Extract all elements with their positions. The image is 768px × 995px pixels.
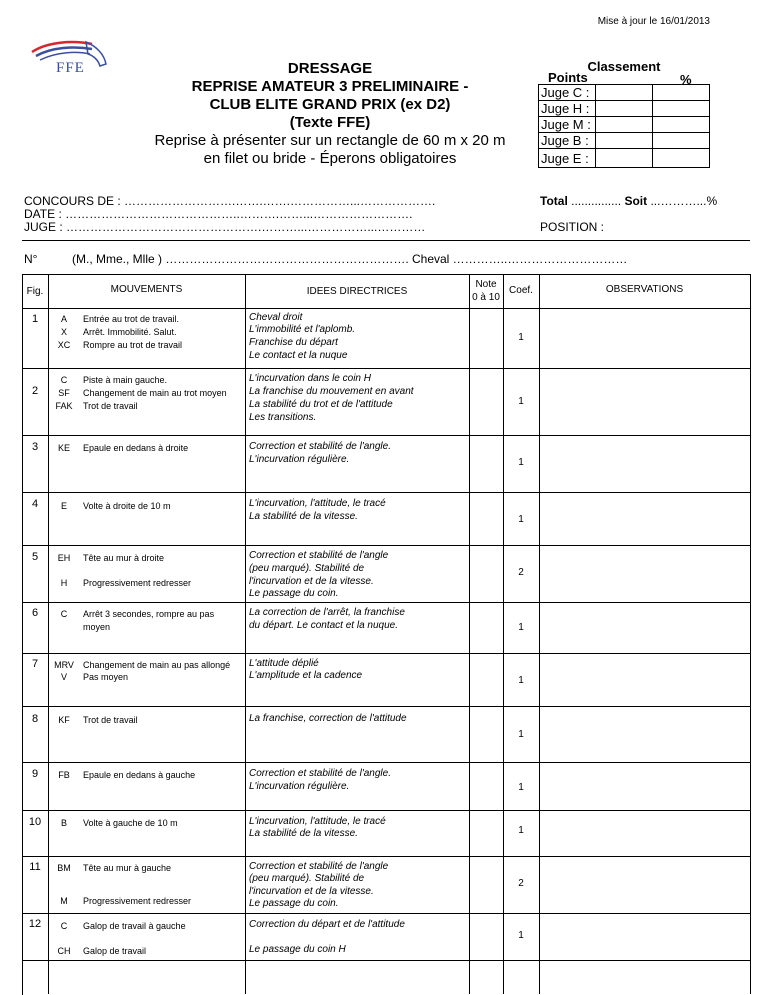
row-divider: [22, 706, 750, 707]
judge-label: Juge E :: [539, 149, 596, 168]
update-date: Mise à jour le 16/01/2013: [597, 16, 710, 27]
movement-text: Piste à main gauche.: [83, 375, 168, 385]
position-field[interactable]: POSITION :: [540, 220, 605, 234]
judge-points-cell[interactable]: [596, 133, 653, 149]
letter: CH: [57, 946, 71, 956]
idea-text: Les transitions.: [249, 412, 317, 423]
letter: XC: [57, 340, 71, 350]
coef-value: 1: [518, 930, 524, 941]
idea-text: Le contact et la nuque: [249, 350, 348, 361]
grid-col-line: [245, 274, 246, 994]
idea-text: La stabilité de la vitesse.: [249, 828, 358, 839]
idea-text: Correction et stabilité de l'angle.: [249, 768, 391, 779]
idea-text: l'incurvation et de la vitesse.: [249, 576, 374, 587]
grid-col-line: [539, 274, 540, 994]
idea-text: L'incurvation régulière.: [249, 454, 350, 465]
col-header-fig: Fig.: [26, 286, 44, 297]
figure-number: 8: [31, 713, 39, 725]
judge-points-cell[interactable]: [596, 117, 653, 133]
movement-text: Volte à gauche de 10 m: [83, 818, 178, 828]
judge-label: Juge M :: [539, 117, 596, 133]
title-line-4: (Texte FFE): [289, 114, 371, 131]
idea-text: Correction et stabilité de l'angle: [249, 861, 389, 872]
soit-label: Soit: [624, 194, 648, 208]
judges-table: [538, 84, 710, 168]
letter: M: [60, 896, 68, 906]
judge-percent-cell[interactable]: [653, 117, 710, 133]
row-divider: [22, 308, 750, 309]
coef-value: 1: [518, 622, 524, 633]
judge-percent-cell[interactable]: [653, 133, 710, 149]
idea-text: Le passage du coin.: [249, 898, 339, 909]
judge-label: Juge C :: [539, 85, 596, 101]
col-header-mouvements: MOUVEMENTS: [110, 284, 183, 295]
idea-text: La franchise, correction de l'attitude: [249, 713, 407, 724]
judge-row: [539, 117, 710, 133]
coef-value: 2: [518, 567, 524, 578]
letter: B: [60, 818, 67, 828]
col-header-idees: IDEES DIRECTRICES: [306, 286, 408, 297]
idea-text: Correction et stabilité de l'angle: [249, 550, 389, 561]
judge-percent-cell[interactable]: [653, 149, 710, 168]
letter: SF: [58, 388, 70, 398]
col-header-note: Note: [475, 279, 497, 290]
movement-text: Rompre au trot de travail: [83, 340, 183, 350]
title-line-2: REPRISE AMATEUR 3 PRELIMINAIRE -: [191, 78, 469, 95]
letter: BM: [57, 863, 71, 873]
title-line-6: en filet ou bride - Éperons obligatoires: [203, 150, 457, 167]
letter: FB: [58, 770, 70, 780]
idea-text: Le passage du coin H: [249, 944, 346, 955]
idea-text: Correction du départ et de l'attitude: [249, 919, 405, 930]
row-divider: [22, 913, 750, 914]
judge-row: [539, 133, 710, 149]
grid-col-line: [750, 274, 751, 994]
movement-text: Epaule en dedans à gauche: [83, 770, 196, 780]
coef-value: 1: [518, 825, 524, 836]
figure-number: 9: [31, 768, 39, 780]
movement-text: Trot de travail: [83, 401, 138, 411]
judge-row: [539, 149, 710, 168]
idea-text: L'incurvation dans le coin H: [249, 373, 371, 384]
coef-value: 1: [518, 332, 524, 343]
percent-label: %: [680, 72, 692, 87]
movement-text: Arrêt. Immobilité. Salut.: [83, 327, 177, 337]
grid-col-line: [48, 274, 49, 994]
movement-text: Entrée au trot de travail.: [83, 314, 180, 324]
title-line-3: CLUB ELITE GRAND PRIX (ex D2): [209, 96, 451, 113]
judge-row: [539, 85, 710, 101]
row-divider: [22, 602, 750, 603]
grid-col-line: [469, 274, 470, 994]
idea-text: Franchise du départ: [249, 337, 338, 348]
movement-text: Progressivement redresser: [83, 578, 192, 588]
movement-text: Galop de travail à gauche: [83, 921, 186, 931]
idea-text: L'incurvation régulière.: [249, 781, 350, 792]
letter: A: [60, 314, 67, 324]
figure-number: 12: [28, 918, 42, 930]
coef-value: 1: [518, 396, 524, 407]
judge-percent-cell[interactable]: [653, 101, 710, 117]
idea-text: Le passage du coin.: [249, 588, 339, 599]
movement-text: Tête au mur à droite: [83, 553, 165, 563]
row-divider: [22, 435, 750, 436]
total-label: Total: [540, 194, 568, 208]
idea-text: La stabilité de la vitesse.: [249, 511, 358, 522]
concours-field[interactable]: CONCOURS DE : ……………………….…….…….……………...……………….: [24, 194, 436, 208]
judge-points-cell[interactable]: [596, 101, 653, 117]
row-divider: [22, 492, 750, 493]
judge-points-cell[interactable]: [596, 149, 653, 168]
document-title: [130, 60, 530, 168]
movement-text: Galop de travail: [83, 946, 147, 956]
movement-text: Changement de main au trot moyen: [83, 388, 227, 398]
coef-value: 1: [518, 729, 524, 740]
figure-number: 7: [31, 658, 39, 670]
col-header-observations: OBSERVATIONS: [605, 284, 684, 295]
letter: C: [60, 609, 68, 619]
letter: MRV: [54, 660, 74, 670]
idea-text: La correction de l'arrêt, la franchise: [249, 607, 405, 618]
figure-number: 1: [31, 313, 39, 325]
coef-value: 1: [518, 675, 524, 686]
coef-value: 1: [518, 457, 524, 468]
figure-number: 5: [31, 551, 39, 563]
judge-label: Juge B :: [539, 133, 596, 149]
figure-number: 2: [31, 385, 39, 397]
figure-number: 3: [31, 441, 39, 453]
movement-text: Pas moyen: [83, 672, 129, 682]
idea-text: La stabilité du trot et de l'attitude: [249, 399, 393, 410]
figure-number: 6: [31, 607, 39, 619]
letter: KE: [57, 443, 70, 453]
movement-text: Trot de travail: [83, 715, 138, 725]
divider: [22, 240, 750, 241]
total-dots: ...............: [567, 194, 625, 208]
logo-text: FFE: [56, 60, 85, 76]
coef-value: 2: [518, 878, 524, 889]
row-divider: [22, 368, 750, 369]
judge-percent-cell[interactable]: [653, 85, 710, 101]
judge-label: Juge H :: [539, 101, 596, 117]
idea-text: l'incurvation et de la vitesse.: [249, 886, 374, 897]
idea-text: (peu marqué). Stabilité de: [249, 563, 365, 574]
letter: V: [60, 672, 67, 682]
classement-heading: Classement: [587, 59, 661, 74]
col-header-coef: Coef.: [509, 285, 533, 296]
idea-text: L'incurvation, l'attitude, le tracé: [249, 498, 386, 509]
number-label: N°: [24, 252, 38, 266]
movement-text: Tête au mur à gauche: [83, 863, 172, 873]
row-divider: [22, 653, 750, 654]
coef-value: 1: [518, 782, 524, 793]
letter: H: [60, 578, 68, 588]
idea-text: du départ. Le contact et la nuque.: [249, 620, 398, 631]
idea-text: Cheval droit: [249, 312, 303, 323]
letter: FAK: [55, 401, 73, 411]
letter: C: [60, 921, 68, 931]
title-line-5: Reprise à présenter sur un rectangle de 60 m x 20 m: [154, 132, 506, 149]
movement-text: Changement de main au pas allongé: [83, 660, 231, 670]
soit-dots: ...………...%: [647, 194, 718, 208]
col-header-note-range: 0 à 10: [472, 292, 500, 303]
idea-text: L'amplitude et la cadence: [249, 670, 363, 681]
points-label: Points: [548, 70, 588, 85]
letter: KF: [58, 715, 70, 725]
idea-text: L'incurvation, l'attitude, le tracé: [249, 816, 386, 827]
row-divider: [22, 545, 750, 546]
letter: C: [60, 375, 68, 385]
idea-text: Correction et stabilité de l'angle.: [249, 441, 391, 452]
figure-number: 4: [31, 498, 39, 510]
judge-row: [539, 101, 710, 117]
rider-horse-field[interactable]: (M., Mme., Mlle ) ……………………………………………………. Cheval …………..…………………………: [72, 252, 628, 266]
idea-text: L'attitude déplié: [249, 658, 319, 669]
movement-text: Arrêt 3 secondes, rompre au pas: [83, 609, 215, 619]
judge-points-cell[interactable]: [596, 85, 653, 101]
total-field[interactable]: [540, 194, 717, 208]
row-divider: [22, 960, 750, 961]
letter: X: [60, 327, 67, 337]
row-divider: [22, 856, 750, 857]
title-line-1: DRESSAGE: [287, 60, 373, 77]
coef-value: 1: [518, 514, 524, 525]
date-field[interactable]: DATE : ……………………………………..……….……...…………………….: [24, 207, 413, 221]
figure-number: 11: [29, 861, 41, 873]
movement-text: Progressivement redresser: [83, 896, 192, 906]
idea-text: (peu marqué). Stabilité de: [249, 873, 365, 884]
idea-text: L'immobilité et l'aplomb.: [249, 324, 356, 335]
ffe-logo: [22, 38, 112, 82]
movement-text: Epaule en dedans à droite: [83, 443, 189, 453]
letter: EH: [57, 553, 71, 563]
movement-text: Volte à droite de 10 m: [83, 501, 171, 511]
idea-text: La franchise du mouvement en avant: [249, 386, 414, 397]
row-divider: [22, 762, 750, 763]
letter: E: [60, 501, 67, 511]
movement-text: moyen: [83, 622, 111, 632]
juge-field[interactable]: JUGE : ………………………………………….………...……………...…………: [24, 220, 426, 234]
figure-number: 10: [28, 816, 42, 828]
row-divider: [22, 810, 750, 811]
